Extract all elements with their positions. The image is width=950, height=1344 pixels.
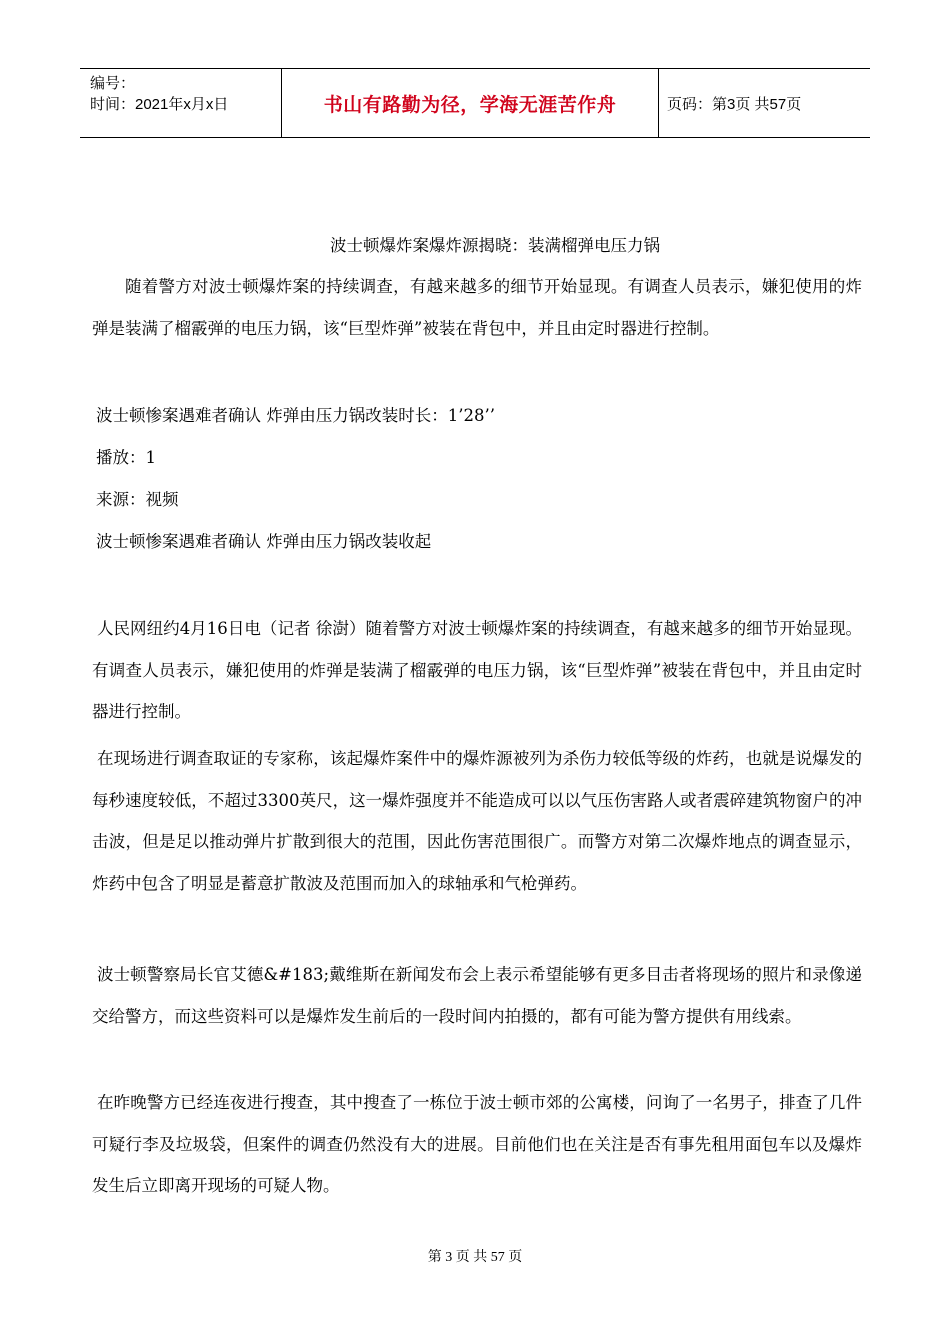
serial-label: 编号： — [90, 75, 136, 92]
article-title: 波士顿爆炸案爆炸源揭晓：装满榴弹电压力锅 — [330, 236, 660, 255]
source-line: 来源：视频 — [96, 490, 179, 509]
page-footer: 第 3 页 共 57 页 — [427, 1250, 523, 1265]
header-page-info: 页码：第3页 共57页 — [667, 95, 802, 113]
body-paragraph-2: 在现场进行调查取证的专家称，该起爆炸案件中的爆炸源被列为杀伤力较低等级的炸药，也就是说爆发的每秒速度较低，不超过3300英尺，这一爆炸强度并不能造成可以以气压伤害路人或者震碎建筑物窗户的冲击波，但是足以推动弹片扩散到很大的范围，因此伤害范围很广。而警方对第二次爆炸地点的调查显示，炸药中包含了明显是蓄意扩散波及范围而加入的球轴承和气枪弹药。 — [92, 749, 862, 893]
body-paragraph-4: 在昨晚警方已经连夜进行搜查，其中搜查了一栋位于波士顿市郊的公寓楼，问询了一名男子，排查了几件可疑行李及垃圾袋，但案件的调查仍然没有大的进展。目前他们也在关注是否有事先租用面包车以及爆炸发生后立即离开现场的可疑人物。 — [92, 1093, 862, 1195]
play-line: 播放：1 — [96, 448, 156, 467]
video-line: 波士顿惨案遇难者确认 炸弹由压力锅改装时长：1’28’’ — [96, 406, 495, 425]
page-header — [80, 68, 870, 138]
time-label: 时间：2021年x月x日 — [90, 96, 229, 113]
body-paragraph-3: 波士顿警察局长官艾德&#183;戴维斯在新闻发布会上表示希望能够有更多目击者将现场的照片和录像递交给警方，而这些资料可以是爆炸发生前后的一段时间内拍摄的，都有可能为警方提供有用线索。 — [92, 965, 862, 1026]
body-paragraph-1: 人民网纽约4月16日电（记者 徐澍）随着警方对波士顿爆炸案的持续调查，有越来越多的细节开始显现。有调查人员表示，嫌犯使用的炸弹是装满了榴霰弹的电压力锅，该“巨型炸弹”被装在背包中，并且由定时器进行控制。 — [92, 619, 862, 721]
collapse-line: 波士顿惨案遇难者确认 炸弹由压力锅改装收起 — [96, 532, 432, 551]
header-motto: 书山有路勤为径，学海无涯苦作舟 — [282, 69, 659, 137]
intro-paragraph: 随着警方对波士顿爆炸案的持续调查，有越来越多的细节开始显现。有调查人员表示，嫌犯使用的炸弹是装满了榴霰弹的电压力锅，该“巨型炸弹”被装在背包中，并且由定时器进行控制。 — [92, 277, 862, 338]
header-meta — [80, 69, 282, 137]
